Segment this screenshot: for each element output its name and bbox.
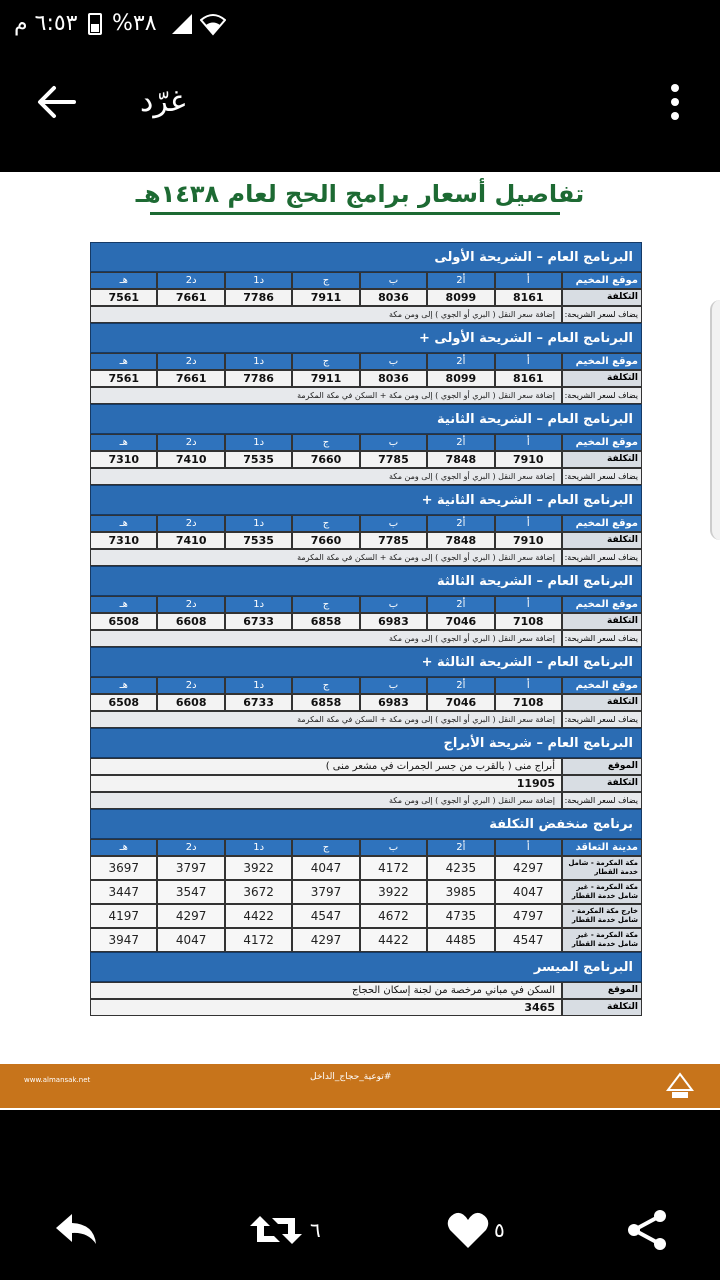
- column-header: أ2: [427, 272, 494, 289]
- note-row: [90, 711, 642, 728]
- note-row: [90, 792, 642, 809]
- cost-cell: 7785: [360, 532, 427, 549]
- like-heart-icon[interactable]: [446, 1210, 490, 1250]
- cost-cell: 7786: [225, 370, 292, 387]
- column-header: د2: [157, 677, 224, 694]
- cost-row: [90, 289, 642, 306]
- row-label: موقع المخيم: [562, 272, 642, 289]
- column-header: ج: [292, 839, 359, 856]
- column-header-row: [90, 272, 642, 289]
- column-header: هـ: [90, 839, 157, 856]
- cost-cell: 6858: [292, 694, 359, 711]
- column-header: ج: [292, 596, 359, 613]
- app-bar: [0, 50, 720, 172]
- cost-cell: 3672: [225, 880, 292, 904]
- cost-cell: 6733: [225, 694, 292, 711]
- action-bar: [0, 1180, 720, 1280]
- column-header-row: [90, 353, 642, 370]
- cost-cell: 7661: [157, 370, 224, 387]
- column-header-row: [90, 677, 642, 694]
- footer-url: www.almansak.net: [24, 1076, 91, 1084]
- signal-icon: [170, 12, 194, 36]
- column-header: د2: [157, 515, 224, 532]
- row-label: التكلفة: [562, 289, 642, 306]
- column-header: أ2: [427, 839, 494, 856]
- column-header: د1: [225, 596, 292, 613]
- cost-cell: 4172: [225, 928, 292, 952]
- share-icon[interactable]: [626, 1210, 668, 1250]
- section-header: البرنامج العام – الشريحة الثانية: [90, 404, 642, 434]
- note-text: إضافة سعر النقل ( البري أو الجوي ) إلى ومن مكة + السكن في مكة المكرمة: [90, 711, 562, 728]
- column-header: أ: [495, 839, 562, 856]
- battery-percent: %٣٨: [112, 11, 157, 36]
- towers-site: أبراج منى ( بالقرب من جسر الجمرات في مشعر منى ): [90, 758, 562, 775]
- cost-cell: 7910: [495, 532, 562, 549]
- cost-cell: 6858: [292, 613, 359, 630]
- wifi-icon: [200, 12, 226, 36]
- column-header: أ: [495, 596, 562, 613]
- cost-cell: 3797: [292, 880, 359, 904]
- column-header: ب: [360, 677, 427, 694]
- row-label: يضاف لسعر الشريحة:: [562, 306, 642, 323]
- cost-cell: 4422: [225, 904, 292, 928]
- row-label: يضاف لسعر الشريحة:: [562, 387, 642, 404]
- column-header: ب: [360, 596, 427, 613]
- note-row: [90, 468, 642, 485]
- cost-row: [90, 694, 642, 711]
- cost-cell: 7535: [225, 532, 292, 549]
- city-label: مكة المكرمة - شامل خدمة القطار: [562, 856, 642, 880]
- easy-site: السكن في مباني مرخصة من لجنة إسكان الحجاج: [90, 982, 562, 999]
- cost-cell: 7660: [292, 451, 359, 468]
- cost-cell: 7786: [225, 289, 292, 306]
- row-label: موقع المخيم: [562, 515, 642, 532]
- cost-cell: 7535: [225, 451, 292, 468]
- row-label: يضاف لسعر الشريحة:: [562, 630, 642, 647]
- cost-row: [90, 613, 642, 630]
- section-header: البرنامج العام – الشريحة الثانية +: [90, 485, 642, 515]
- lowcost-row: [90, 928, 642, 952]
- row-label: يضاف لسعر الشريحة:: [562, 549, 642, 566]
- cost-cell: 7561: [90, 289, 157, 306]
- note-text: إضافة سعر النقل ( البري أو الجوي ) إلى ومن مكة + السكن في مكة المكرمة: [90, 549, 562, 566]
- column-header: ج: [292, 677, 359, 694]
- column-header: د1: [225, 677, 292, 694]
- cost-cell: 4547: [292, 904, 359, 928]
- reply-icon[interactable]: [52, 1210, 100, 1250]
- cost-cell: 6608: [157, 694, 224, 711]
- section-header: البرنامج العام – الشريحة الثالثة: [90, 566, 642, 596]
- column-header: ب: [360, 272, 427, 289]
- cost-cell: 3922: [225, 856, 292, 880]
- cost-cell: 4235: [427, 856, 494, 880]
- column-header: أ2: [427, 596, 494, 613]
- page-title: غرّد: [140, 84, 186, 119]
- cost-cell: 4297: [495, 856, 562, 880]
- column-header: د2: [157, 272, 224, 289]
- cost-cell: 3697: [90, 856, 157, 880]
- section-header: البرنامج العام – شريحة الأبراج: [90, 728, 642, 758]
- cost-cell: 4047: [157, 928, 224, 952]
- cost-cell: 3947: [90, 928, 157, 952]
- cost-cell: 7108: [495, 613, 562, 630]
- column-header-row: [90, 434, 642, 451]
- column-header-row: [90, 515, 642, 532]
- cost-cell: 4422: [360, 928, 427, 952]
- cost-cell: 4297: [292, 928, 359, 952]
- column-header: هـ: [90, 434, 157, 451]
- column-header: د2: [157, 596, 224, 613]
- cost-cell: 4047: [495, 880, 562, 904]
- cost-cell: 8036: [360, 289, 427, 306]
- lowcost-rows: [90, 856, 642, 952]
- poster-footer: [0, 1064, 720, 1108]
- column-header: د2: [157, 353, 224, 370]
- almansak-logo-icon: [660, 1068, 700, 1104]
- towers-site-row: [90, 758, 642, 775]
- column-header: أ: [495, 353, 562, 370]
- lowcost-row: [90, 904, 642, 928]
- column-header: د2: [157, 434, 224, 451]
- note-row: [90, 306, 642, 323]
- footer-hashtag: #توعية_حجاج_الداخل: [310, 1072, 392, 1082]
- column-header: هـ: [90, 677, 157, 694]
- lowcost-header-row: [90, 839, 642, 856]
- title-underline: [150, 212, 560, 215]
- row-label: التكلفة: [562, 370, 642, 387]
- cost-cell: 6508: [90, 613, 157, 630]
- cost-cell: 6733: [225, 613, 292, 630]
- row-label: التكلفة: [562, 999, 642, 1016]
- cost-cell: 4047: [292, 856, 359, 880]
- cost-cell: 4547: [495, 928, 562, 952]
- column-header: د1: [225, 515, 292, 532]
- cost-row: [90, 370, 642, 387]
- column-header: أ: [495, 515, 562, 532]
- row-label: مدينة التعاقد: [562, 839, 642, 856]
- cost-cell: 3447: [90, 880, 157, 904]
- row-label: الموقع: [562, 758, 642, 775]
- column-header: ج: [292, 272, 359, 289]
- note-text: إضافة سعر النقل ( البري أو الجوي ) إلى ومن مكة: [90, 468, 562, 485]
- column-header: هـ: [90, 272, 157, 289]
- easy-cost: 3465: [90, 999, 562, 1016]
- cost-cell: 7660: [292, 532, 359, 549]
- cost-cell: 7046: [427, 694, 494, 711]
- note-text: إضافة سعر النقل ( البري أو الجوي ) إلى ومن مكة + السكن في مكة المكرمة: [90, 387, 562, 404]
- column-header: أ2: [427, 515, 494, 532]
- retweet-icon[interactable]: [248, 1210, 304, 1250]
- cost-cell: 7310: [90, 451, 157, 468]
- cost-cell: 8036: [360, 370, 427, 387]
- note-row: [90, 549, 642, 566]
- column-header: د1: [225, 839, 292, 856]
- column-header: أ2: [427, 434, 494, 451]
- cost-cell: 4672: [360, 904, 427, 928]
- column-header: ب: [360, 515, 427, 532]
- cost-cell: 4797: [495, 904, 562, 928]
- tier-sections: [90, 242, 642, 728]
- edge-panel-handle[interactable]: [710, 300, 720, 540]
- section-header: البرنامج العام – الشريحة الأولى +: [90, 323, 642, 353]
- cost-cell: 7911: [292, 289, 359, 306]
- section-header: البرنامج العام – الشريحة الأولى: [90, 242, 642, 272]
- tweet-image[interactable]: [0, 172, 720, 1110]
- row-label: يضاف لسعر الشريحة:: [562, 792, 642, 809]
- column-header: هـ: [90, 353, 157, 370]
- row-label: موقع المخيم: [562, 596, 642, 613]
- column-header: ب: [360, 434, 427, 451]
- city-label: مكة المكرمة - غير شامل خدمة القطار: [562, 880, 642, 904]
- price-table: [90, 242, 642, 1016]
- cost-cell: 7046: [427, 613, 494, 630]
- row-label: التكلفة: [562, 694, 642, 711]
- note-text: إضافة سعر النقل ( البري أو الجوي ) إلى ومن مكة: [90, 630, 562, 647]
- status-bar: [0, 0, 720, 50]
- row-label: يضاف لسعر الشريحة:: [562, 468, 642, 485]
- section-header: البرنامج العام – الشريحة الثالثة +: [90, 647, 642, 677]
- row-label: التكلفة: [562, 532, 642, 549]
- column-header: د1: [225, 434, 292, 451]
- row-label: التكلفة: [562, 775, 642, 792]
- cost-cell: 8161: [495, 370, 562, 387]
- cost-cell: 8161: [495, 289, 562, 306]
- cost-cell: 4485: [427, 928, 494, 952]
- cost-cell: 7661: [157, 289, 224, 306]
- retweet-count: ٦: [310, 1218, 321, 1242]
- row-label: الموقع: [562, 982, 642, 999]
- column-header: ج: [292, 434, 359, 451]
- lowcost-row: [90, 856, 642, 880]
- cost-row: [90, 532, 642, 549]
- cost-cell: 7785: [360, 451, 427, 468]
- cost-cell: 7410: [157, 451, 224, 468]
- column-header: أ2: [427, 353, 494, 370]
- cost-row: [90, 451, 642, 468]
- cost-cell: 3547: [157, 880, 224, 904]
- towers-cost-row: [90, 775, 642, 792]
- cost-cell: 3797: [157, 856, 224, 880]
- column-header: د2: [157, 839, 224, 856]
- column-header: أ: [495, 434, 562, 451]
- cost-cell: 4197: [90, 904, 157, 928]
- back-arrow-icon[interactable]: [34, 80, 78, 124]
- cost-cell: 8099: [427, 289, 494, 306]
- poster-title: تفاصيل أسعار برامج الحج لعام ١٤٣٨هـ: [135, 180, 585, 208]
- row-label: موقع المخيم: [562, 677, 642, 694]
- more-menu-icon[interactable]: [660, 80, 690, 124]
- cost-cell: 7911: [292, 370, 359, 387]
- row-label: التكلفة: [562, 613, 642, 630]
- note-row: [90, 630, 642, 647]
- note-text: إضافة سعر النقل ( البري أو الجوي ) إلى ومن مكة: [90, 306, 562, 323]
- cost-cell: 6608: [157, 613, 224, 630]
- city-label: مكة المكرمة - غير شامل خدمة القطار: [562, 928, 642, 952]
- row-label: يضاف لسعر الشريحة:: [562, 711, 642, 728]
- row-label: موقع المخيم: [562, 353, 642, 370]
- cost-cell: 7561: [90, 370, 157, 387]
- row-label: موقع المخيم: [562, 434, 642, 451]
- like-count: ٥: [494, 1218, 505, 1242]
- row-label: التكلفة: [562, 451, 642, 468]
- cost-cell: 4735: [427, 904, 494, 928]
- cost-cell: 3985: [427, 880, 494, 904]
- cost-cell: 7848: [427, 451, 494, 468]
- cost-cell: 6508: [90, 694, 157, 711]
- note-row: [90, 387, 642, 404]
- section-header: البرنامج الميسر: [90, 952, 642, 982]
- easy-cost-row: [90, 999, 642, 1016]
- easy-site-row: [90, 982, 642, 999]
- section-header: برنامج منخفض التكلفة: [90, 809, 642, 839]
- column-header: هـ: [90, 596, 157, 613]
- column-header: أ: [495, 272, 562, 289]
- cost-cell: 6983: [360, 694, 427, 711]
- city-label: خارج مكة المكرمة - شامل خدمة القطار: [562, 904, 642, 928]
- cost-cell: 7410: [157, 532, 224, 549]
- cost-cell: 7310: [90, 532, 157, 549]
- cost-cell: 8099: [427, 370, 494, 387]
- column-header: ب: [360, 839, 427, 856]
- status-time: ٦:٥٣ م: [14, 11, 78, 36]
- cost-cell: 7108: [495, 694, 562, 711]
- note-text: إضافة سعر النقل ( البري أو الجوي ) إلى ومن مكة: [90, 792, 562, 809]
- battery-icon: [88, 13, 102, 35]
- cost-cell: 7848: [427, 532, 494, 549]
- cost-cell: 7910: [495, 451, 562, 468]
- column-header-row: [90, 596, 642, 613]
- column-header: ب: [360, 353, 427, 370]
- cost-cell: 6983: [360, 613, 427, 630]
- column-header: هـ: [90, 515, 157, 532]
- cost-cell: 3922: [360, 880, 427, 904]
- column-header: د1: [225, 353, 292, 370]
- column-header: ج: [292, 515, 359, 532]
- cost-cell: 4297: [157, 904, 224, 928]
- lowcost-row: [90, 880, 642, 904]
- column-header: أ2: [427, 677, 494, 694]
- column-header: ج: [292, 353, 359, 370]
- cost-cell: 4172: [360, 856, 427, 880]
- towers-cost: 11905: [90, 775, 562, 792]
- column-header: د1: [225, 272, 292, 289]
- column-header: أ: [495, 677, 562, 694]
